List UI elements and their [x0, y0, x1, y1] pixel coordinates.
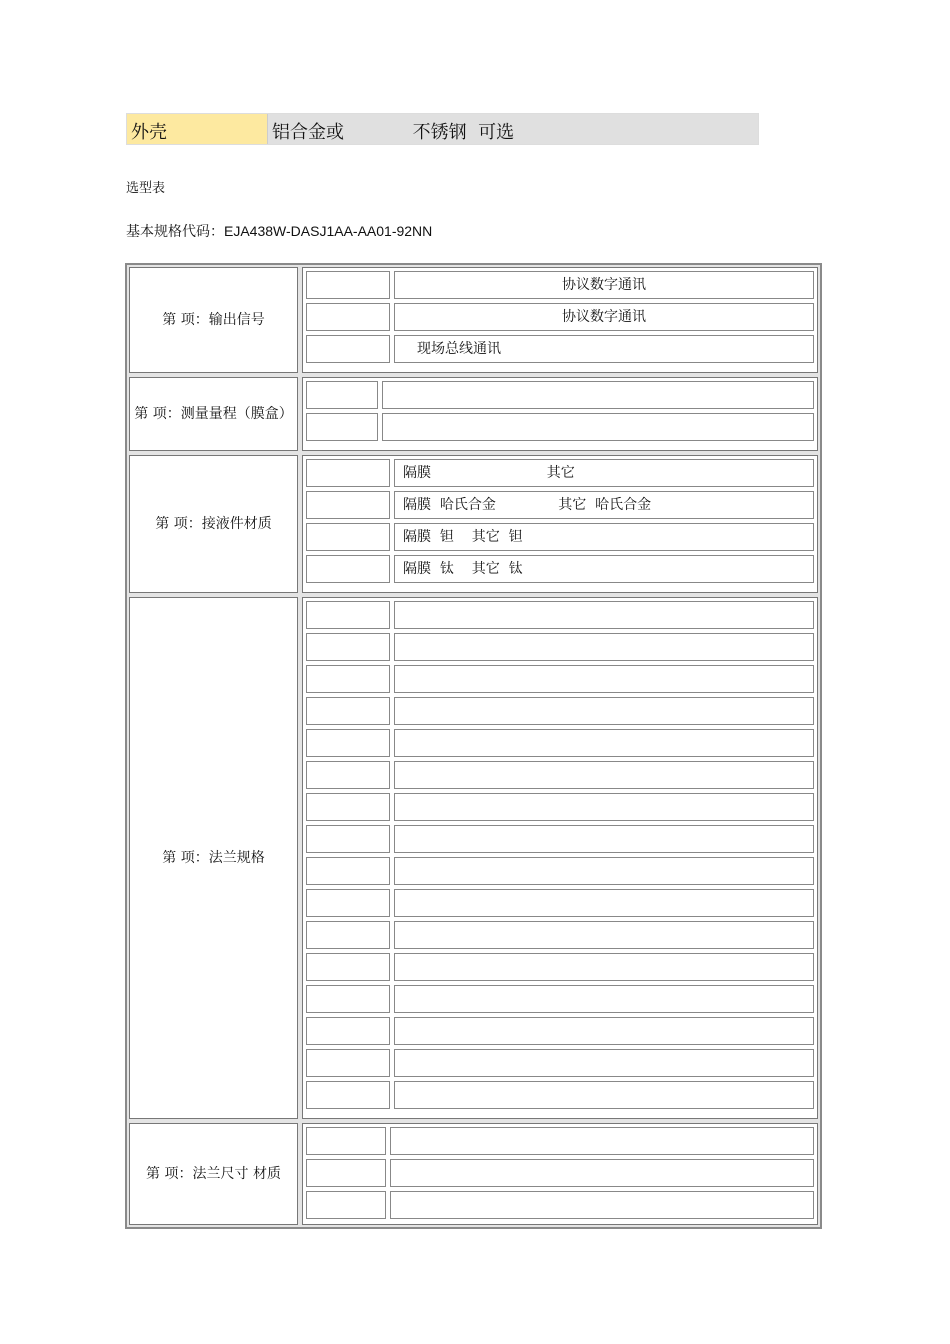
code-cell — [306, 335, 390, 363]
table-row — [306, 729, 814, 757]
table-row — [306, 1191, 814, 1219]
code-cell — [306, 413, 378, 441]
code-cell — [306, 793, 390, 821]
table-row — [306, 1017, 814, 1045]
housing-label: 外壳 — [127, 114, 268, 144]
section-body — [302, 597, 818, 1119]
option-cell — [394, 857, 814, 885]
section-label: 第 项：接液件材质 — [129, 455, 298, 593]
option-cell — [394, 633, 814, 661]
option-cell — [382, 413, 814, 441]
table-row — [306, 985, 814, 1013]
code-cell — [306, 697, 390, 725]
section-output-signal — [129, 267, 818, 373]
option-cell — [394, 793, 814, 821]
table-row — [306, 761, 814, 789]
code-cell — [306, 1081, 390, 1109]
code-cell — [306, 921, 390, 949]
option-cell — [382, 381, 814, 409]
model-code-prefix: 基本规格代码： — [126, 224, 224, 240]
section-label: 第 项：法兰规格 — [129, 597, 298, 1119]
table-row — [306, 335, 814, 363]
code-cell — [306, 1191, 386, 1219]
code-cell — [306, 729, 390, 757]
table-row — [306, 523, 814, 551]
option-cell — [394, 665, 814, 693]
code-cell — [306, 889, 390, 917]
section-wetted-material — [129, 455, 818, 593]
table-row — [306, 1127, 814, 1155]
housing-value: 铝合金或 不锈钢 可选 — [268, 114, 758, 144]
option-cell: 隔膜 钽 其它 钽 — [394, 523, 814, 551]
section-flange-size-material — [129, 1123, 818, 1225]
code-cell — [306, 1127, 386, 1155]
code-cell — [306, 633, 390, 661]
code-cell — [306, 1049, 390, 1077]
table-row — [306, 633, 814, 661]
table-row — [306, 1049, 814, 1077]
table-row — [306, 601, 814, 629]
code-cell — [306, 381, 378, 409]
table-row — [306, 1159, 814, 1187]
model-code: EJA438W-DASJ1AA-AA01-92NN — [224, 223, 433, 239]
option-cell — [394, 761, 814, 789]
table-row — [306, 921, 814, 949]
option-cell: 隔膜 其它 — [394, 459, 814, 487]
table-row — [306, 825, 814, 853]
option-cell — [394, 985, 814, 1013]
code-cell — [306, 665, 390, 693]
table-row — [306, 793, 814, 821]
table-row — [306, 889, 814, 917]
code-cell — [306, 491, 390, 519]
option-cell — [394, 601, 814, 629]
section-label: 第 项：法兰尺寸 材质 — [129, 1123, 298, 1225]
section-body — [302, 377, 818, 451]
option-cell — [390, 1127, 814, 1155]
table-row — [306, 271, 814, 299]
code-cell — [306, 523, 390, 551]
option-cell — [394, 889, 814, 917]
code-cell — [306, 555, 390, 583]
code-cell — [306, 303, 390, 331]
option-cell — [394, 1081, 814, 1109]
option-cell: 隔膜 钛 其它 钛 — [394, 555, 814, 583]
code-cell — [306, 459, 390, 487]
code-cell — [306, 761, 390, 789]
option-cell — [394, 1049, 814, 1077]
option-cell: 隔膜 哈氏合金 其它 哈氏合金 — [394, 491, 814, 519]
code-cell — [306, 271, 390, 299]
option-cell — [390, 1159, 814, 1187]
section-flange-spec — [129, 597, 818, 1119]
section-body — [302, 267, 818, 373]
table-row — [306, 697, 814, 725]
option-cell — [394, 1017, 814, 1045]
table-row — [306, 953, 814, 981]
housing-row — [126, 113, 759, 145]
code-cell — [306, 1159, 386, 1187]
option-cell — [394, 921, 814, 949]
table-row — [306, 303, 814, 331]
table-row — [306, 665, 814, 693]
section-measurement-range — [129, 377, 818, 451]
option-cell — [390, 1191, 814, 1219]
code-cell — [306, 825, 390, 853]
section-body — [302, 1123, 818, 1225]
selection-table-caption: 选型表 — [126, 181, 166, 196]
section-body — [302, 455, 818, 593]
table-row — [306, 857, 814, 885]
code-cell — [306, 1017, 390, 1045]
table-row — [306, 459, 814, 487]
section-label: 第 项：输出信号 — [129, 267, 298, 373]
spec-table — [125, 263, 822, 1229]
section-label: 第 项：测量量程（膜盒） — [129, 377, 298, 451]
option-cell — [394, 953, 814, 981]
model-code-line — [126, 221, 432, 241]
code-cell — [306, 857, 390, 885]
option-cell: 协议数字通讯 — [394, 303, 814, 331]
option-cell — [394, 729, 814, 757]
option-cell — [394, 825, 814, 853]
table-row — [306, 491, 814, 519]
option-cell — [394, 697, 814, 725]
code-cell — [306, 985, 390, 1013]
table-row — [306, 381, 814, 409]
option-cell: 现场总线通讯 — [394, 335, 814, 363]
table-row — [306, 1081, 814, 1109]
code-cell — [306, 601, 390, 629]
code-cell — [306, 953, 390, 981]
option-cell: 协议数字通讯 — [394, 271, 814, 299]
table-row — [306, 555, 814, 583]
table-row — [306, 413, 814, 441]
